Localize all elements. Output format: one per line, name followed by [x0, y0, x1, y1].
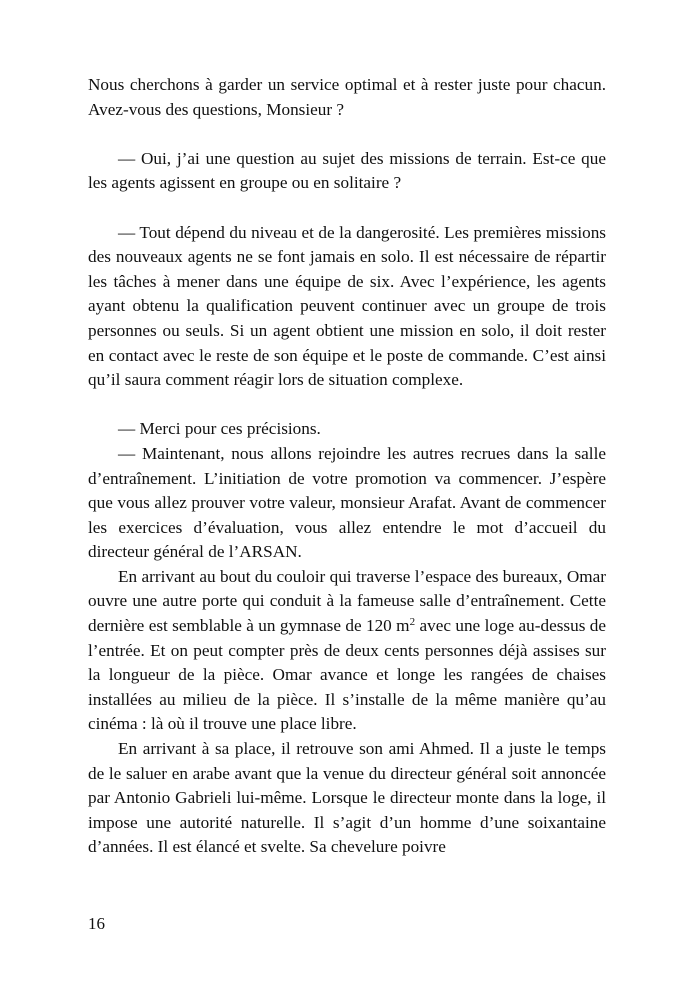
- paragraph-7: En arrivant à sa place, il retrouve son ami Ahmed. Il a juste le temps de le saluer en arabe avant que la venue du directeur général soit annoncée par Antonio Gabrieli lui-même. Lorsque le directeur monte dans la loge, il impose une autorité naturelle. Il s’agit d’un homme d’une soixantaine d’années. Il est élancé et svelte. Sa chevelure poivre: [88, 739, 606, 857]
- paragraph-5: — Maintenant, nous allons rejoindre les autres recrues dans la salle d’entraînement. L’initiation de votre promotion va commencer. J’espère que vous allez prouver votre valeur, monsieur Arafat. Avant de commencer les exercices d’évaluation, vous allez entendre le mot d’accueil du directeur général de l’ARSAN.: [88, 443, 606, 562]
- paragraph-6-text: En arrivant au bout du couloir qui traverse l’espace des bureaux, Omar ouvre une autre porte qui conduit à la fameuse salle d’entraînement. Cette dernière est semblable à un gymnase de 120 m: [88, 566, 606, 636]
- paragraph-6: [88, 565, 606, 737]
- paragraph-6-continuation: avec une loge au-dessus de l’entrée. Et on peut compter près de deux cents personnes déjà assises sur la longueur de la pièce. Omar avance et longe les rangées de chaises installées au milieu de la pièce. Il s’installe de la même manière qu’au cinéma : là où il trouve une place libre.: [88, 616, 607, 734]
- paragraph-2: — Oui, j’ai une question au sujet des missions de terrain. Est-ce que les agents agissent en groupe ou en solitaire ?: [88, 148, 606, 193]
- paragraph-1: Nous cherchons à garder un service optimal et à rester juste pour chacun. Avez-vous des questions, Monsieur ?: [88, 75, 606, 119]
- page-number: 16: [88, 914, 105, 933]
- page-body: [88, 73, 606, 860]
- square-superscript: 2: [409, 616, 416, 629]
- paragraph-4: — Merci pour ces précisions.: [118, 419, 321, 439]
- paragraph-3: — Tout dépend du niveau et de la dangerosité. Les premières missions des nouveaux agents ne se font jamais en solo. Il est nécessaire de répartir les tâches à mener dans une équipe de six. Avec l’expérience, les agents ayant obtenu la qualification peuvent continuer avec un groupe de trois personnes ou seuls. Si un agent obtient une mission en solo, il doit rester en contact avec le reste de son équipe et le poste de commande. C’est ainsi qu’il saura comment réagir lors de situation complexe.: [88, 222, 606, 390]
